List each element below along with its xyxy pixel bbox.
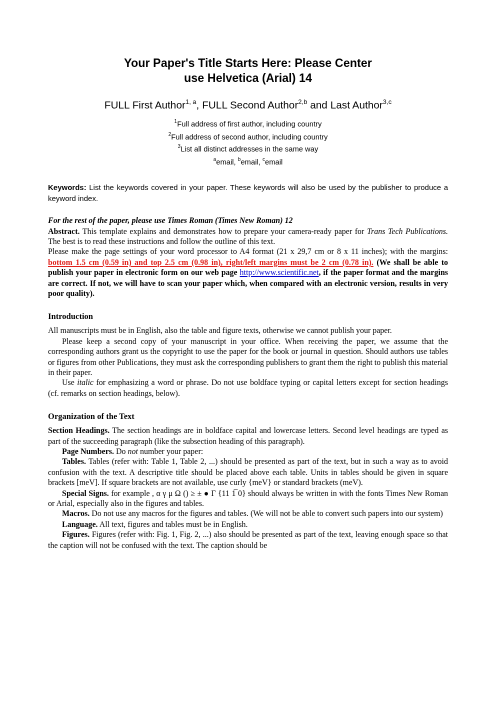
email-line (48, 155, 448, 167)
author-3: Last Author (330, 100, 383, 112)
abstract-label: Abstract. (48, 226, 80, 236)
website-link[interactable]: http://www.scientific.net (239, 268, 319, 278)
author-3-sup: 3,c (382, 99, 392, 106)
intro-p3-pre: Use (62, 378, 78, 388)
paper-title (48, 56, 448, 86)
email-a-sup: a (213, 156, 217, 163)
tables-paragraph (48, 457, 448, 488)
affiliation-2-text: Full address of second author, including country (171, 132, 328, 142)
intro-paragraph-1: All manuscripts must be in English, also the table and figure texts, otherwise we cannot publish your paper. (48, 326, 392, 336)
author-list (48, 96, 448, 113)
abstract-text-2: The best is to read these instructions and follow the outline of this text. (48, 236, 276, 246)
macros-paragraph (48, 509, 448, 519)
keywords-label: Keywords: (48, 183, 87, 193)
font-note: For the rest of the paper, please use Times Roman (Times New Roman) 12 (48, 215, 293, 225)
page-numbers-italic: not (127, 447, 139, 457)
author-and: and (307, 100, 331, 112)
intro-p3-italic: italic (77, 378, 94, 388)
abstract-italic: Trans Tech Publications. (366, 226, 448, 236)
author-2-sup: 2,b (298, 99, 308, 106)
abstract-text-5: , if the paper format and the margins are correct. If not, we will have to scan your paper which, when compared with an electronic version, results in very poor quality). (48, 268, 449, 298)
title-line-2: use Helvetica (Arial) 14 (184, 72, 312, 85)
page-numbers-label: Page Numbers. (62, 447, 114, 457)
paper-page (48, 56, 448, 551)
keywords-text: List the keywords covered in your paper. These keywords will also be used by the publisher to produce a keyword index. (48, 183, 448, 203)
section-headings-label: Section Headings. (48, 426, 110, 436)
affiliation-2-sup: 2 (168, 131, 172, 138)
email-c: email (264, 157, 283, 167)
abstract-text-3: Please make the page settings of your word processor to A4 format (21 x 29,7 cm or 8 x 11 inches); with the margins: (48, 247, 448, 257)
abstract-margins-paragraph (48, 247, 448, 299)
intro-p3-post: for emphasizing a word or phrase. Do not use boldface typing or capital letters except for section headings (cf. remarks on section headings, below). (48, 378, 448, 398)
page-numbers-paragraph (48, 447, 448, 457)
email-b: email, (240, 157, 263, 167)
page-numbers-post: number your paper: (138, 447, 204, 457)
affiliation-1-text: Full address of first author, including country (177, 119, 322, 129)
affiliation-3-sup: 3 (177, 144, 181, 151)
language-label: Language. (62, 519, 98, 529)
language-text: All text, figures and tables must be in English. (97, 519, 248, 529)
abstract-text-1: This template explains and demonstrates how to prepare your camera-ready paper for (79, 226, 367, 236)
email-b-sup: b (237, 156, 241, 163)
margin-requirements-text: bottom 1.5 cm (0.59 in) and top 2.5 cm (0.98 in), right/left margins must be 2 cm (0.78 in). (48, 257, 374, 267)
macros-text: Do not use any macros for the figures and tables. (We will not be able to convert such papers into our system) (89, 509, 443, 519)
page-numbers-pre: Do (114, 447, 128, 457)
affiliations (48, 117, 448, 167)
figures-paragraph (48, 530, 448, 551)
figures-text: Figures (refer with: Fig. 1, Fig. 2, ...) also should be presented as part of the text, leaving enough space so that the caption will not be confused with the text. The caption should be (48, 530, 448, 550)
tables-text: Tables (refer with: Table 1, Table 2, ...) should be presented as part of the text, but in such a way as to avoid confusion with the text. A descriptive title should be placed above each table. Units in tables should be given in square brackets [meV]. If square brackets are not available, use curly {meV} or standard brackets (meV). (48, 457, 448, 488)
author-1-sup: 1, a (185, 99, 197, 106)
section-headings-text: The section headings are in boldface capital and lowercase letters. Second level headings are typed as part of the succeeding paragraph (like the subsection heading of this paragraph). (48, 426, 448, 446)
affiliation-1-sup: 1 (174, 119, 178, 126)
affiliation-3-text: List all distinct addresses in the same way (180, 144, 319, 154)
email-c-sup: c (262, 156, 265, 163)
intro-paragraph-3 (48, 378, 448, 399)
affiliation-3 (48, 142, 448, 154)
figures-label: Figures. (62, 530, 90, 540)
intro-paragraph-2: Please keep a second copy of your manuscript in your office. When receiving the paper, we assume that the corresponding authors grant us the copyright to use the paper for the book or journal in question. Should authors use tables or figures from other Publications, they must ask the corresponding publishers to grant them the right to publish this material in their paper. (48, 336, 448, 377)
special-signs-text: for example , α γ μ Ω () ≥ ± ● Γ {11 1̅ 0} should always be written in with the fonts Times New Roman or Arial, especially also in the figures and tables. (48, 488, 448, 509)
email-a: email, (216, 157, 238, 167)
section-headings-paragraph (48, 426, 448, 447)
special-signs-label: Special Signs. (62, 488, 109, 498)
keywords-paragraph (48, 183, 448, 204)
author-separator: , (196, 100, 203, 112)
author-2: FULL Second Author (202, 100, 299, 112)
tables-label: Tables. (62, 457, 86, 467)
special-signs-paragraph (48, 489, 448, 510)
affiliation-2 (48, 130, 448, 142)
author-1: FULL First Author (104, 100, 186, 112)
title-line-1: Your Paper's Title Starts Here: Please Center (124, 57, 372, 70)
abstract-paragraph (48, 227, 448, 248)
macros-label: Macros. (62, 509, 90, 519)
section-heading-introduction: Introduction (48, 312, 94, 322)
affiliation-1 (48, 117, 448, 129)
section-heading-organization: Organization of the Text (48, 412, 135, 422)
abstract-text-4: (We shall be able to publish your paper in electronic form on our web page (48, 257, 449, 278)
language-paragraph (48, 520, 448, 530)
